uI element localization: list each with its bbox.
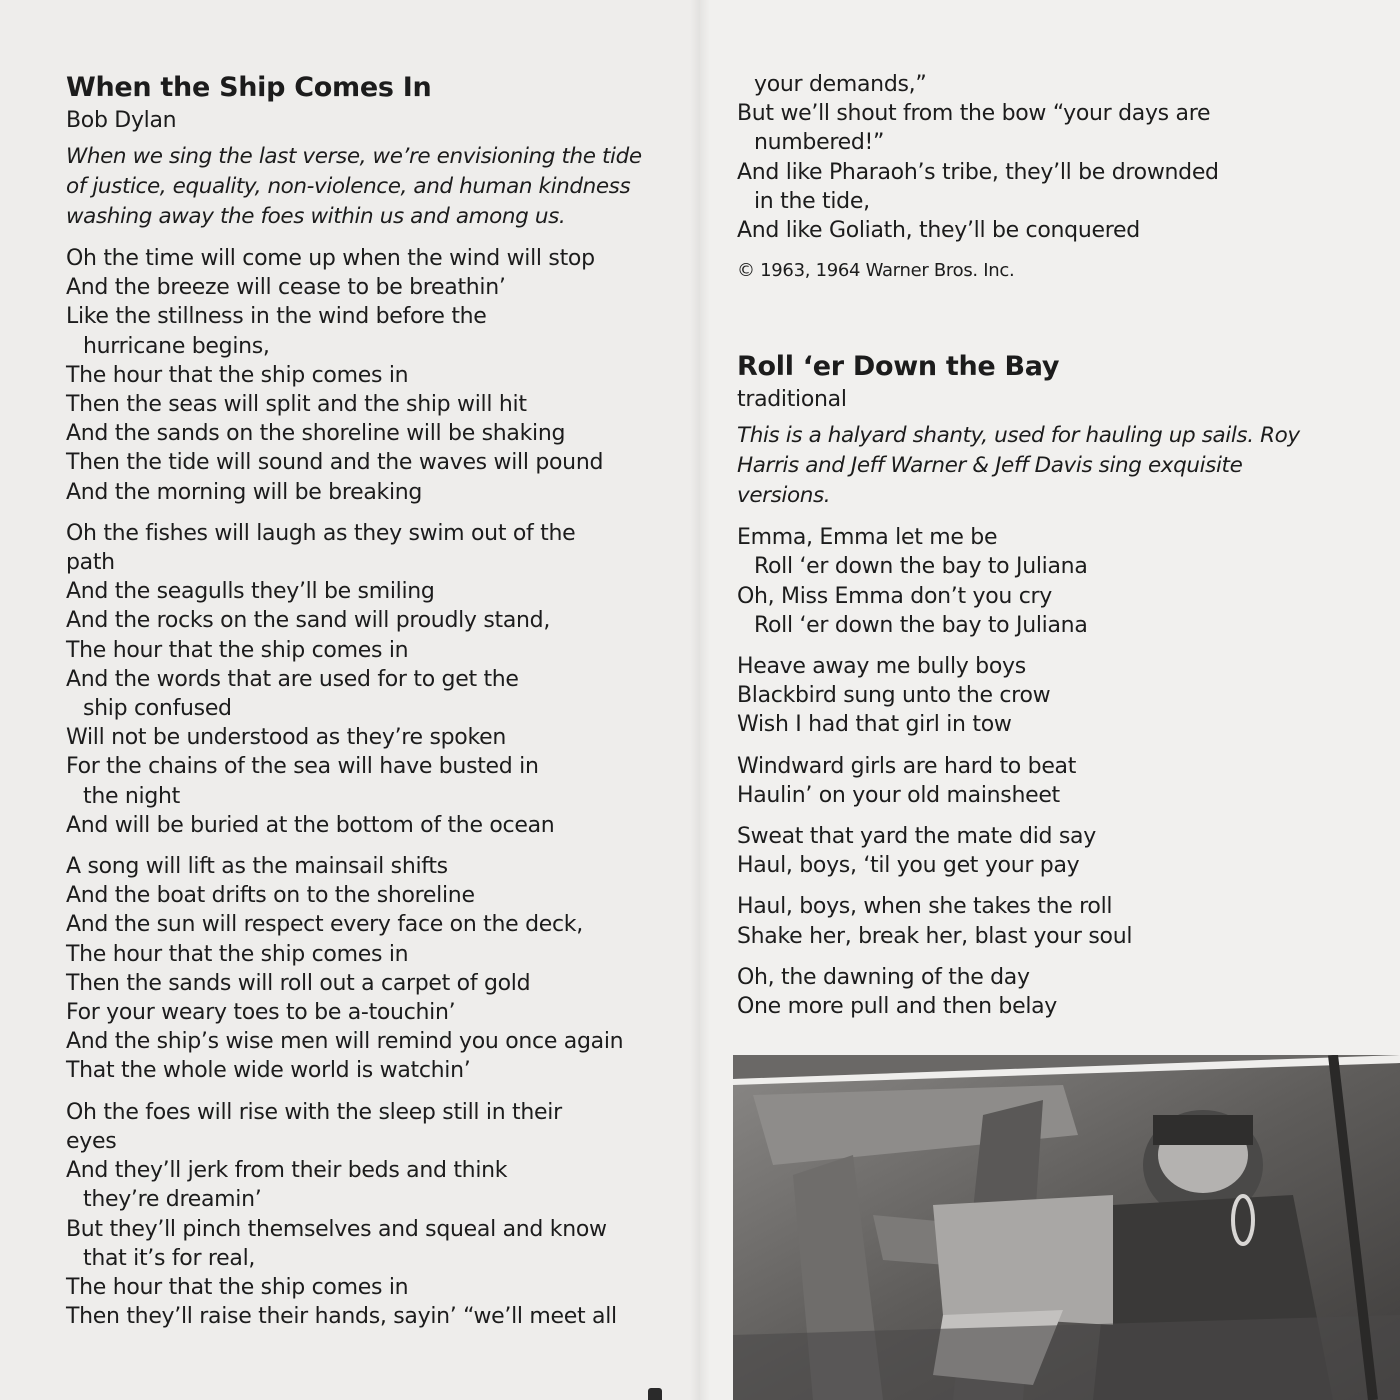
lyric-line: And will be buried at the bottom of the ocean <box>66 812 555 838</box>
lyric-line: path <box>66 550 115 576</box>
lyric-line: that it’s for real, <box>83 1245 256 1271</box>
lyric-line: For the chains of the sea will have busted in <box>66 754 539 780</box>
lyric-line: Then they’ll raise their hands, sayin’ “we’ll meet all <box>66 1304 617 1330</box>
song2-note-line: This is a halyard shanty, used for hauling up sails. Roy <box>737 423 1300 449</box>
lyric-line: One more pull and then belay <box>737 994 1058 1020</box>
song1-author: Bob Dylan <box>66 108 177 133</box>
lyric-line: ship confused <box>83 696 232 722</box>
song1-note-line: of justice, equality, non-violence, and human kindness <box>66 174 631 199</box>
lyric-line: Like the stillness in the wind before the <box>66 304 487 330</box>
song2-lyrics <box>737 523 1337 1021</box>
lyric-line: And they’ll jerk from their beds and think <box>66 1158 508 1184</box>
lyric-line: Oh the fishes will laugh as they swim out of the <box>66 520 576 546</box>
lyric-line: That the whole wide world is watchin’ <box>66 1058 471 1084</box>
lyric-line: Haul, boys, when she takes the roll <box>737 894 1113 920</box>
song1-lyrics <box>66 244 691 1331</box>
lyric-line: Heave away me bully boys <box>737 654 1026 680</box>
lyric-line: Then the sands will roll out a carpet of gold <box>66 970 531 996</box>
lyric-line: And the morning will be breaking <box>66 479 423 505</box>
lyric-line: The hour that the ship comes in <box>66 1274 409 1300</box>
lyric-line: eyes <box>66 1128 117 1154</box>
lyric-line: Then the seas will split and the ship will hit <box>66 392 527 418</box>
lyric-line: And the sun will respect every face on the deck, <box>66 912 583 938</box>
lyric-line: A song will lift as the mainsail shifts <box>66 854 448 880</box>
lyric-line: the night <box>83 783 180 809</box>
song1-note <box>66 142 691 232</box>
page-corner-mark <box>648 1388 662 1400</box>
photo-of-sailor-at-rigging-icon <box>733 1055 1400 1400</box>
lyric-line: they’re dreamin’ <box>83 1187 262 1213</box>
lyric-line: numbered!” <box>754 130 885 156</box>
stanza <box>66 519 691 840</box>
lyric-line: Will not be understood as they’re spoken <box>66 725 506 751</box>
lyric-line: The hour that the ship comes in <box>66 362 409 388</box>
lyric-line: And the rocks on the sand will proudly stand, <box>66 608 551 634</box>
song2-note-line: Harris and Jeff Warner & Jeff Davis sing exquisite <box>737 453 1243 479</box>
lyric-line: in the tide, <box>754 188 870 214</box>
song1-lyrics-continued <box>737 70 1337 245</box>
lyric-line: Oh the time will come up when the wind will stop <box>66 246 595 271</box>
lyric-line: And the breeze will cease to be breathin’ <box>66 275 506 301</box>
stanza <box>737 652 1337 740</box>
lyric-line: Windward girls are hard to beat <box>737 753 1077 779</box>
stanza <box>737 963 1337 1021</box>
lyric-line: Wish I had that girl in tow <box>737 712 1012 738</box>
lyric-line: Haul, boys, ‘til you get your pay <box>737 853 1080 879</box>
song1-title: When the Ship Comes In <box>66 72 432 103</box>
book-gutter <box>690 0 710 1400</box>
lyric-line: And like Pharaoh’s tribe, they’ll be drownded <box>737 159 1219 185</box>
left-column <box>66 70 691 1343</box>
lyric-line: Haulin’ on your old mainsheet <box>737 782 1060 808</box>
song2-title: Roll ‘er Down the Bay <box>737 351 1060 383</box>
song2-author: traditional <box>737 387 847 413</box>
right-column <box>737 70 1337 1033</box>
lyric-line: And like Goliath, they’ll be conquered <box>737 218 1140 244</box>
lyric-line: Shake her, break her, blast your soul <box>737 923 1133 949</box>
lyric-line: And the words that are used for to get the <box>66 666 519 692</box>
lyric-line: Oh, the dawning of the day <box>737 964 1030 990</box>
stanza <box>66 1098 691 1332</box>
stanza <box>737 892 1337 950</box>
lyric-line: And the boat drifts on to the shoreline <box>66 883 475 909</box>
lyric-line: your demands,” <box>754 72 927 97</box>
lyric-line: Roll ‘er down the bay to Juliana <box>754 612 1088 638</box>
stanza <box>66 852 691 1086</box>
stanza <box>737 752 1337 810</box>
lyric-line: For your weary toes to be a-touchin’ <box>66 1000 456 1026</box>
lyric-line: Oh, Miss Emma don’t you cry <box>737 583 1052 609</box>
stanza <box>66 244 691 507</box>
song1-note-line: When we sing the last verse, we’re envisioning the tide <box>66 144 642 169</box>
song1-note-line: washing away the foes within us and among us. <box>66 204 566 229</box>
lyric-line: And the ship’s wise men will remind you once again <box>66 1029 624 1055</box>
lyric-line: hurricane begins, <box>83 333 270 359</box>
lyric-line: The hour that the ship comes in <box>66 637 409 663</box>
stanza <box>737 523 1337 640</box>
lyric-line: Sweat that yard the mate did say <box>737 824 1096 850</box>
lyric-line: Oh the foes will rise with the sleep still in their <box>66 1099 562 1125</box>
lyric-line: But they’ll pinch themselves and squeal and know <box>66 1216 607 1242</box>
lyric-line: Roll ‘er down the bay to Juliana <box>754 554 1088 580</box>
song1-copyright: © 1963, 1964 Warner Bros. Inc. <box>737 260 1015 282</box>
lyric-line: But we’ll shout from the bow “your days are <box>737 101 1211 127</box>
song2-note-line: versions. <box>737 483 831 509</box>
stanza <box>737 822 1337 880</box>
lyric-line: The hour that the ship comes in <box>66 941 409 967</box>
lyric-line: Blackbird sung unto the crow <box>737 683 1051 709</box>
lyric-line: And the sands on the shoreline will be shaking <box>66 421 566 447</box>
song2-note <box>737 421 1337 511</box>
lyric-line: Then the tide will sound and the waves will pound <box>66 450 604 476</box>
lyric-line: Emma, Emma let me be <box>737 525 998 551</box>
lyric-line: And the seagulls they’ll be smiling <box>66 579 435 605</box>
section-spacer <box>737 285 1337 349</box>
